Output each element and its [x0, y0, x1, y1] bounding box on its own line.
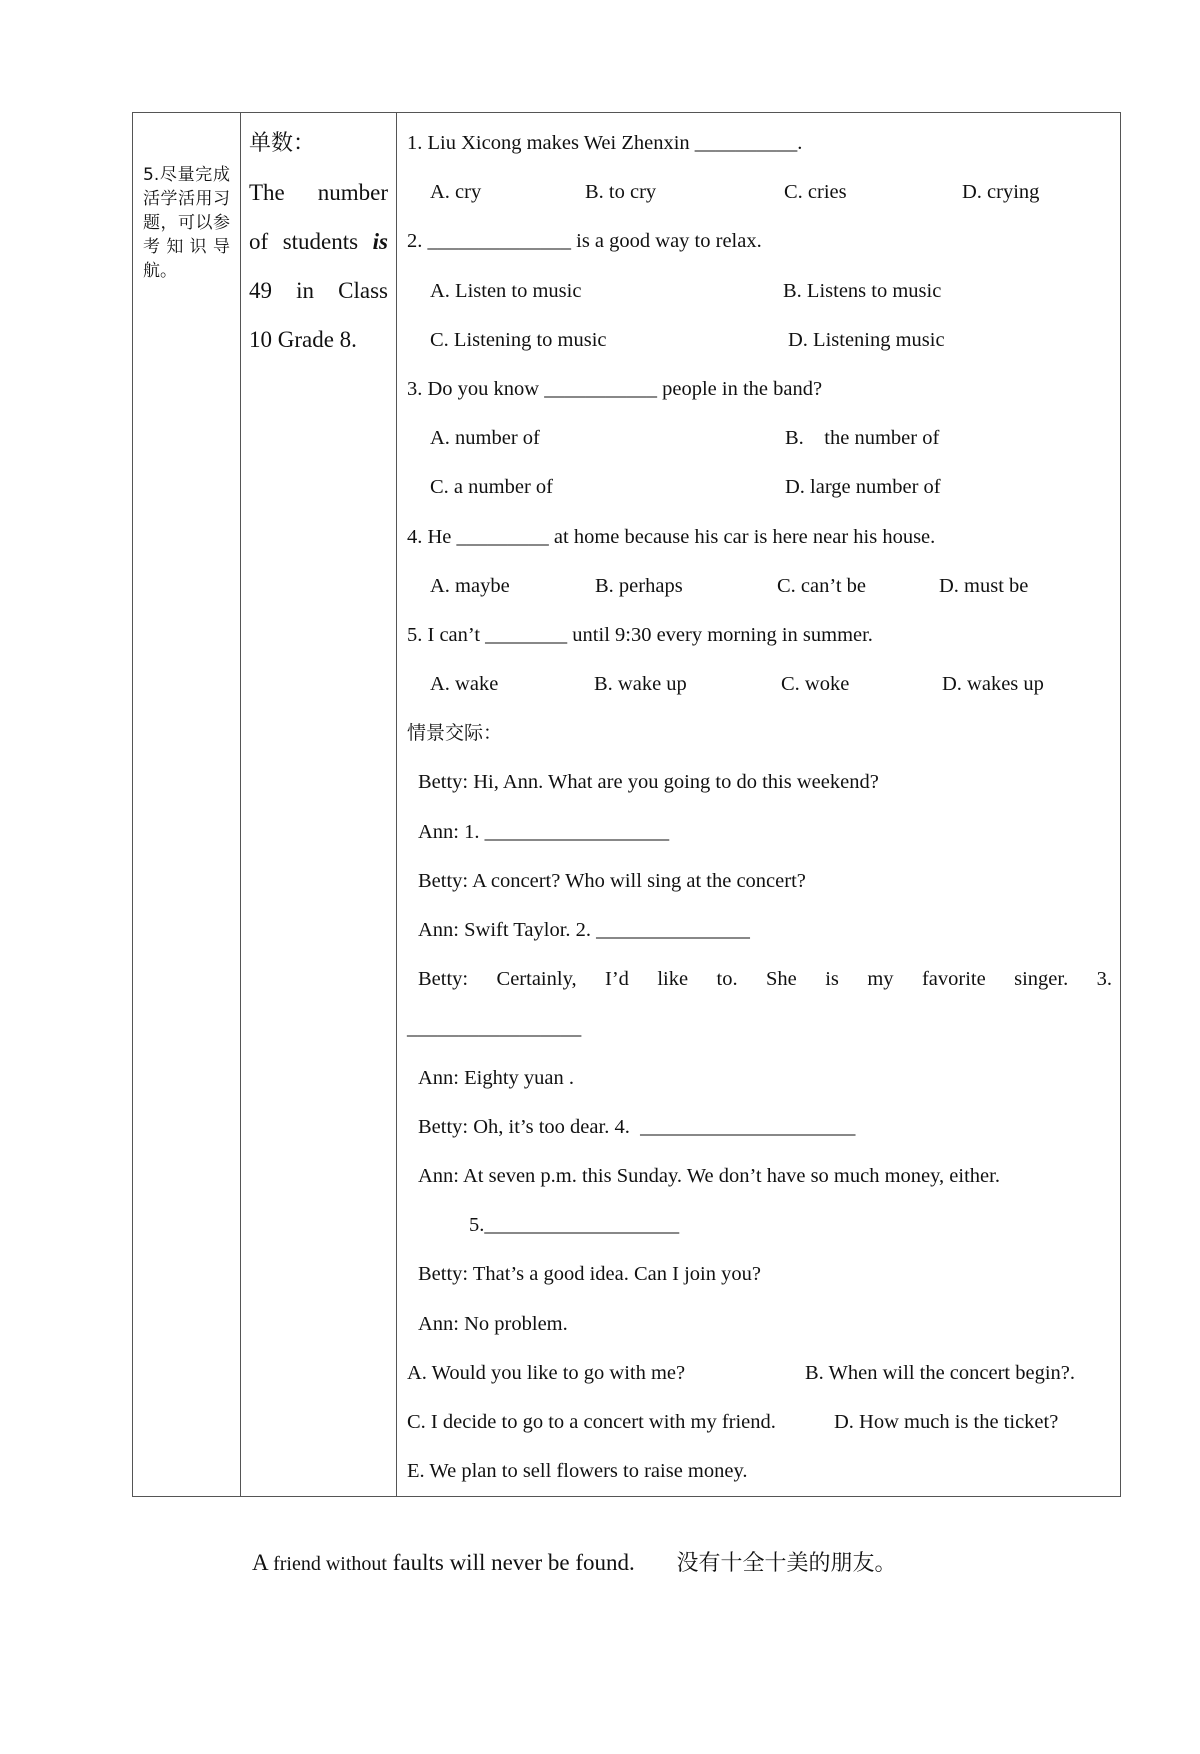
rule-line-1 — [249, 168, 388, 217]
question-3-options-ab — [397, 414, 1120, 463]
option: C. woke — [781, 673, 850, 696]
option: A. number of — [430, 427, 540, 450]
dialog-word: like — [657, 968, 689, 991]
exercise-table — [132, 112, 1121, 1497]
question-2-stem: 2. ______________ is a good way to relax. — [407, 230, 762, 253]
dialog-word: 3. — [1096, 968, 1112, 991]
dialog-word: to. — [716, 968, 738, 991]
option: B. the number of — [785, 427, 940, 450]
grammar-rule — [241, 113, 396, 364]
option: B. wake up — [594, 673, 687, 696]
proverb-small: friend without — [273, 1553, 387, 1575]
dialog-word: my — [867, 968, 894, 991]
guide-cell — [133, 113, 241, 1497]
choice: C. I decide to go to a concert with my friend. — [407, 1410, 776, 1433]
proverb-chinese: 没有十全十美的朋友。 — [676, 1551, 897, 1576]
question-2-options-ab — [397, 267, 1120, 316]
rule-text: of students — [249, 229, 373, 254]
dialog-word: Betty: — [418, 968, 469, 991]
dialog-line: Betty: Oh, it’s too dear. 4. _____________________ — [418, 1115, 856, 1138]
dialog-word: I’d — [605, 968, 629, 991]
dialog-line: Ann: 1. __________________ — [418, 820, 670, 843]
choice: B. When will the concert begin?. — [805, 1361, 1076, 1384]
question-5-options — [397, 660, 1120, 709]
option: C. a number of — [430, 476, 553, 499]
choice: E. We plan to sell flowers to raise money. — [407, 1460, 748, 1483]
question-4-stem: 4. He _________ at home because his car is here near his house. — [407, 525, 936, 548]
dialog-blank-line: _________________ — [407, 1017, 582, 1040]
exercise-cell — [397, 113, 1121, 1497]
dialog-word: singer. — [1014, 968, 1069, 991]
option: A. wake — [430, 673, 499, 696]
rule-keyword: is — [372, 229, 388, 254]
rule-word: 49 — [249, 278, 272, 303]
option: D. Listening music — [788, 328, 945, 351]
guide-text: 5.尽量完成活学活用习题，可以参考知识导航。 — [143, 165, 230, 281]
question-3-options-cd — [397, 463, 1120, 512]
dialog-line: Betty: Hi, Ann. What are you going to do this weekend? — [418, 771, 879, 794]
rule-cell — [241, 113, 397, 1497]
option: A. maybe — [430, 574, 510, 597]
dialog-line: Ann: Eighty yuan . — [418, 1066, 575, 1089]
proverb — [252, 1546, 897, 1577]
rule-line-3 — [249, 266, 388, 315]
option: D. crying — [962, 181, 1040, 204]
rule-word: number — [317, 180, 388, 205]
option: B. to cry — [585, 181, 657, 204]
question-2-options-cd — [397, 316, 1120, 365]
rule-heading: 单数： — [249, 131, 316, 156]
choice: A. Would you like to go with me? — [407, 1361, 686, 1384]
choices-ab — [397, 1349, 1120, 1398]
dialog-line: Betty: A concert? Who will sing at the concert? — [418, 869, 806, 892]
choice: D. How much is the ticket? — [834, 1410, 1059, 1433]
option: C. can’t be — [777, 574, 866, 597]
option: B. perhaps — [595, 574, 683, 597]
option: B. Listens to music — [783, 279, 942, 302]
choices-cd — [397, 1398, 1120, 1447]
option: D. large number of — [785, 476, 941, 499]
question-5-stem: 5. I can’t ________ until 9:30 every morning in summer. — [407, 623, 873, 646]
question-1-stem: 1. Liu Xicong makes Wei Zhenxin __________. — [407, 132, 803, 154]
option: D. must be — [939, 574, 1029, 597]
proverb-rest: faults will never be found. — [392, 1550, 635, 1575]
question-1-options — [397, 168, 1120, 217]
dialog-line: Betty: That’s a good idea. Can I join you? — [418, 1263, 761, 1286]
dialog-word: She — [766, 968, 797, 991]
dialog-word: Certainly, — [496, 968, 577, 991]
dialog-heading: 情景交际： — [407, 722, 503, 745]
option: D. wakes up — [942, 673, 1044, 696]
rule-word: Class — [338, 278, 389, 303]
question-4-options — [397, 562, 1120, 611]
proverb-lead: A — [252, 1550, 268, 1575]
question-3-stem: 3. Do you know ___________ people in the band? — [407, 377, 823, 400]
option: C. cries — [784, 181, 847, 204]
dialog-line: Ann: At seven p.m. this Sunday. We don’t have so much money, either. — [418, 1164, 1000, 1187]
rule-word: in — [296, 278, 315, 303]
option: C. Listening to music — [430, 328, 607, 351]
dialog-line: Ann: No problem. — [418, 1312, 568, 1335]
rule-line-2 — [249, 217, 388, 266]
dialog-line: 5.___________________ — [469, 1214, 680, 1237]
exercise-body — [397, 113, 1120, 1496]
dialog-word: favorite — [921, 968, 986, 991]
option: A. Listen to music — [430, 279, 582, 302]
rule-line-4: 10 Grade 8. — [249, 327, 357, 352]
option: A. cry — [430, 181, 482, 204]
rule-word: The — [249, 180, 285, 205]
dialog-word: is — [825, 968, 839, 991]
dialog-line-justified — [397, 955, 1120, 1004]
dialog-line: Ann: Swift Taylor. 2. _______________ — [418, 919, 750, 941]
